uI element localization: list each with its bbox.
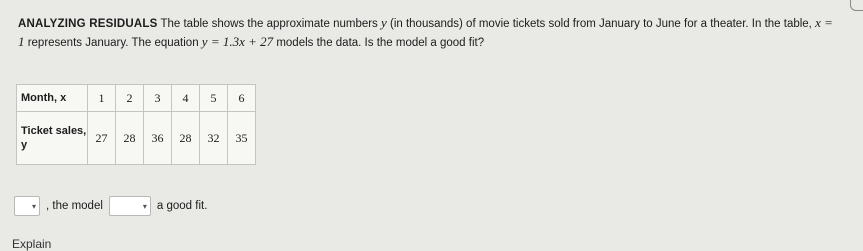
chevron-down-icon: ▾ <box>31 202 36 211</box>
problem-statement <box>18 14 838 52</box>
second-answer-dropdown[interactable] <box>109 196 151 216</box>
problem-text-1: The table shows the approximate numbers <box>157 18 382 30</box>
month-cell: 2 <box>116 85 144 112</box>
problem-text-2: (in thousands) of movie tickets sold from January to June for a theater. In the table, <box>386 18 816 30</box>
sales-row <box>17 112 256 165</box>
sales-cell: 35 <box>228 112 256 165</box>
month-cell: 4 <box>172 85 200 112</box>
answer-text-2: a good fit. <box>156 200 208 212</box>
chevron-down-icon: ▾ <box>142 202 147 211</box>
sales-header: Ticket sales, y <box>17 112 88 165</box>
answer-row <box>14 195 213 217</box>
first-answer-dropdown[interactable] <box>14 196 40 216</box>
month-cell: 6 <box>228 85 256 112</box>
sales-cell: 36 <box>144 112 172 165</box>
data-table <box>16 84 256 165</box>
sales-cell: 27 <box>88 112 116 165</box>
problem-lead: ANALYZING RESIDUALS <box>18 18 158 30</box>
month-cell: 5 <box>200 85 228 112</box>
problem-text-4: models the data. Is the model a good fit? <box>273 37 485 49</box>
month-header: Month, x <box>17 85 88 112</box>
sales-cell: 28 <box>172 112 200 165</box>
var-y: y <box>381 15 387 30</box>
problem-text-3: represents January. The equation <box>24 37 202 49</box>
month-cell: 1 <box>88 85 116 112</box>
answer-text-1: , the model <box>46 200 103 212</box>
month-cell: 3 <box>144 85 172 112</box>
corner-bracket <box>850 0 863 11</box>
sales-cell: 28 <box>116 112 144 165</box>
equation-x: x = 1 <box>18 15 833 49</box>
month-row <box>17 85 256 112</box>
explain-label: Explain <box>12 237 52 251</box>
equation-model: y = 1.3x + 27 <box>201 34 274 49</box>
sales-cell: 32 <box>200 112 228 165</box>
